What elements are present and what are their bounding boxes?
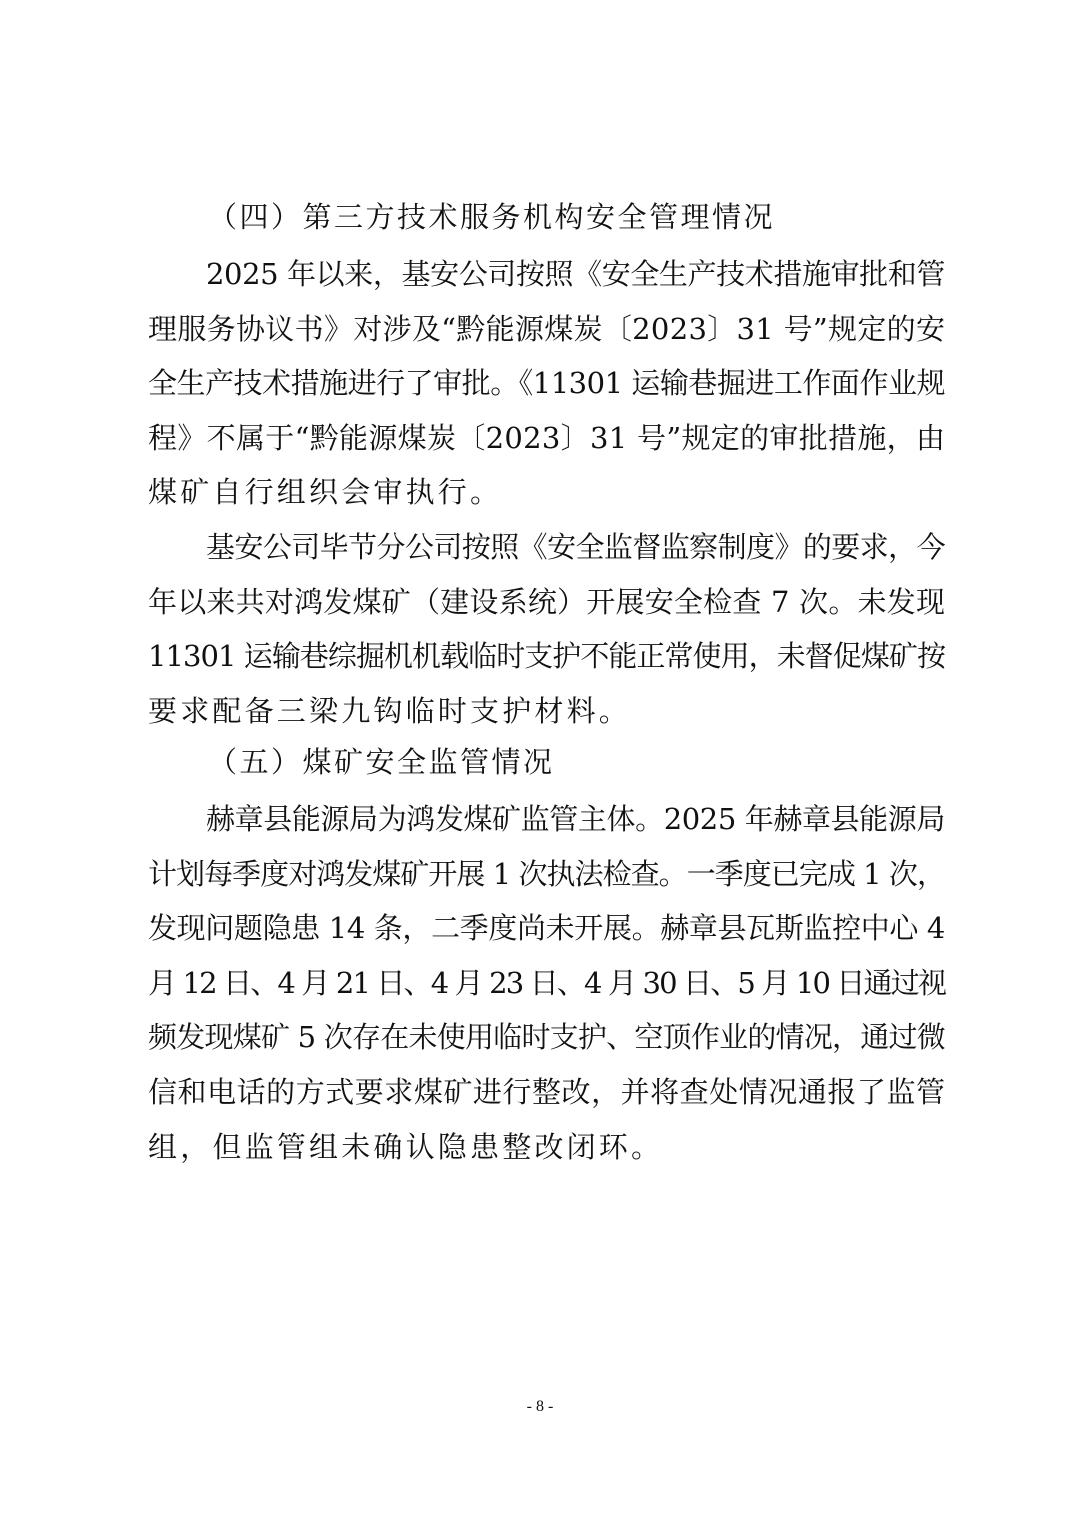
paragraph-line: 年以来共对鸿发煤矿（建设系统）开展安全检查 7 次。未发现 bbox=[148, 584, 946, 619]
paragraph-line: 煤矿自行组织会审执行。 bbox=[148, 475, 503, 510]
paragraph-line: 全生产技术措施进行了审批。《11301 运输巷掘进工作面作业规 bbox=[148, 366, 945, 401]
paragraph-line: 理服务协议书》对涉及“黔能源煤炭〔2023〕31 号”规定的安 bbox=[148, 311, 946, 346]
section-heading-4: （四）第三方技术服务机构安全管理情况 bbox=[208, 200, 776, 234]
paragraph-line: 计划每季度对鸿发煤矿开展 1 次执法检查。一季度已完成 1 次， bbox=[148, 856, 945, 891]
paragraph-line: 信和电话的方式要求煤矿进行整改，并将查处情况通报了监管 bbox=[148, 1074, 946, 1109]
paragraph-5-1 bbox=[148, 792, 945, 1174]
paragraph-line: 要求配备三梁九钩临时支护材料。 bbox=[148, 693, 632, 728]
paragraph-line: 赫章县能源局为鸿发煤矿监管主体。2025 年赫章县能源局 bbox=[206, 802, 945, 836]
paragraph-line: 频发现煤矿 5 次存在未使用临时支护、空顶作业的情况，通过微 bbox=[148, 1020, 945, 1055]
paragraph-line: 组，但监管组未确认隐患整改闭环。 bbox=[148, 1129, 664, 1164]
paragraph-line: 2025 年以来，基安公司按照《安全生产技术措施审批和管 bbox=[206, 257, 945, 291]
page-number: - 8 - bbox=[526, 1398, 554, 1415]
paragraph-line: 程》不属于“黔能源煤炭〔2023〕31 号”规定的审批措施，由 bbox=[148, 420, 946, 455]
paragraph-line: 基安公司毕节分公司按照《安全监督监察制度》的要求，今 bbox=[206, 530, 945, 564]
paragraph-line: 11301 运输巷综掘机机载临时支护不能正常使用，未督促煤矿按 bbox=[148, 639, 945, 674]
paragraph-line: 月 12 日、4 月 21 日、4 月 23 日、4 月 30 日、5 月 10 日通过视 bbox=[148, 965, 945, 1000]
paragraph-4-2 bbox=[148, 520, 945, 738]
paragraph-4-1 bbox=[148, 247, 945, 520]
section-heading-5: （五）煤矿安全监管情况 bbox=[208, 745, 555, 779]
paragraph-line: 发现问题隐患 14 条，二季度尚未开展。赫章县瓦斯监控中心 4 bbox=[148, 911, 945, 946]
